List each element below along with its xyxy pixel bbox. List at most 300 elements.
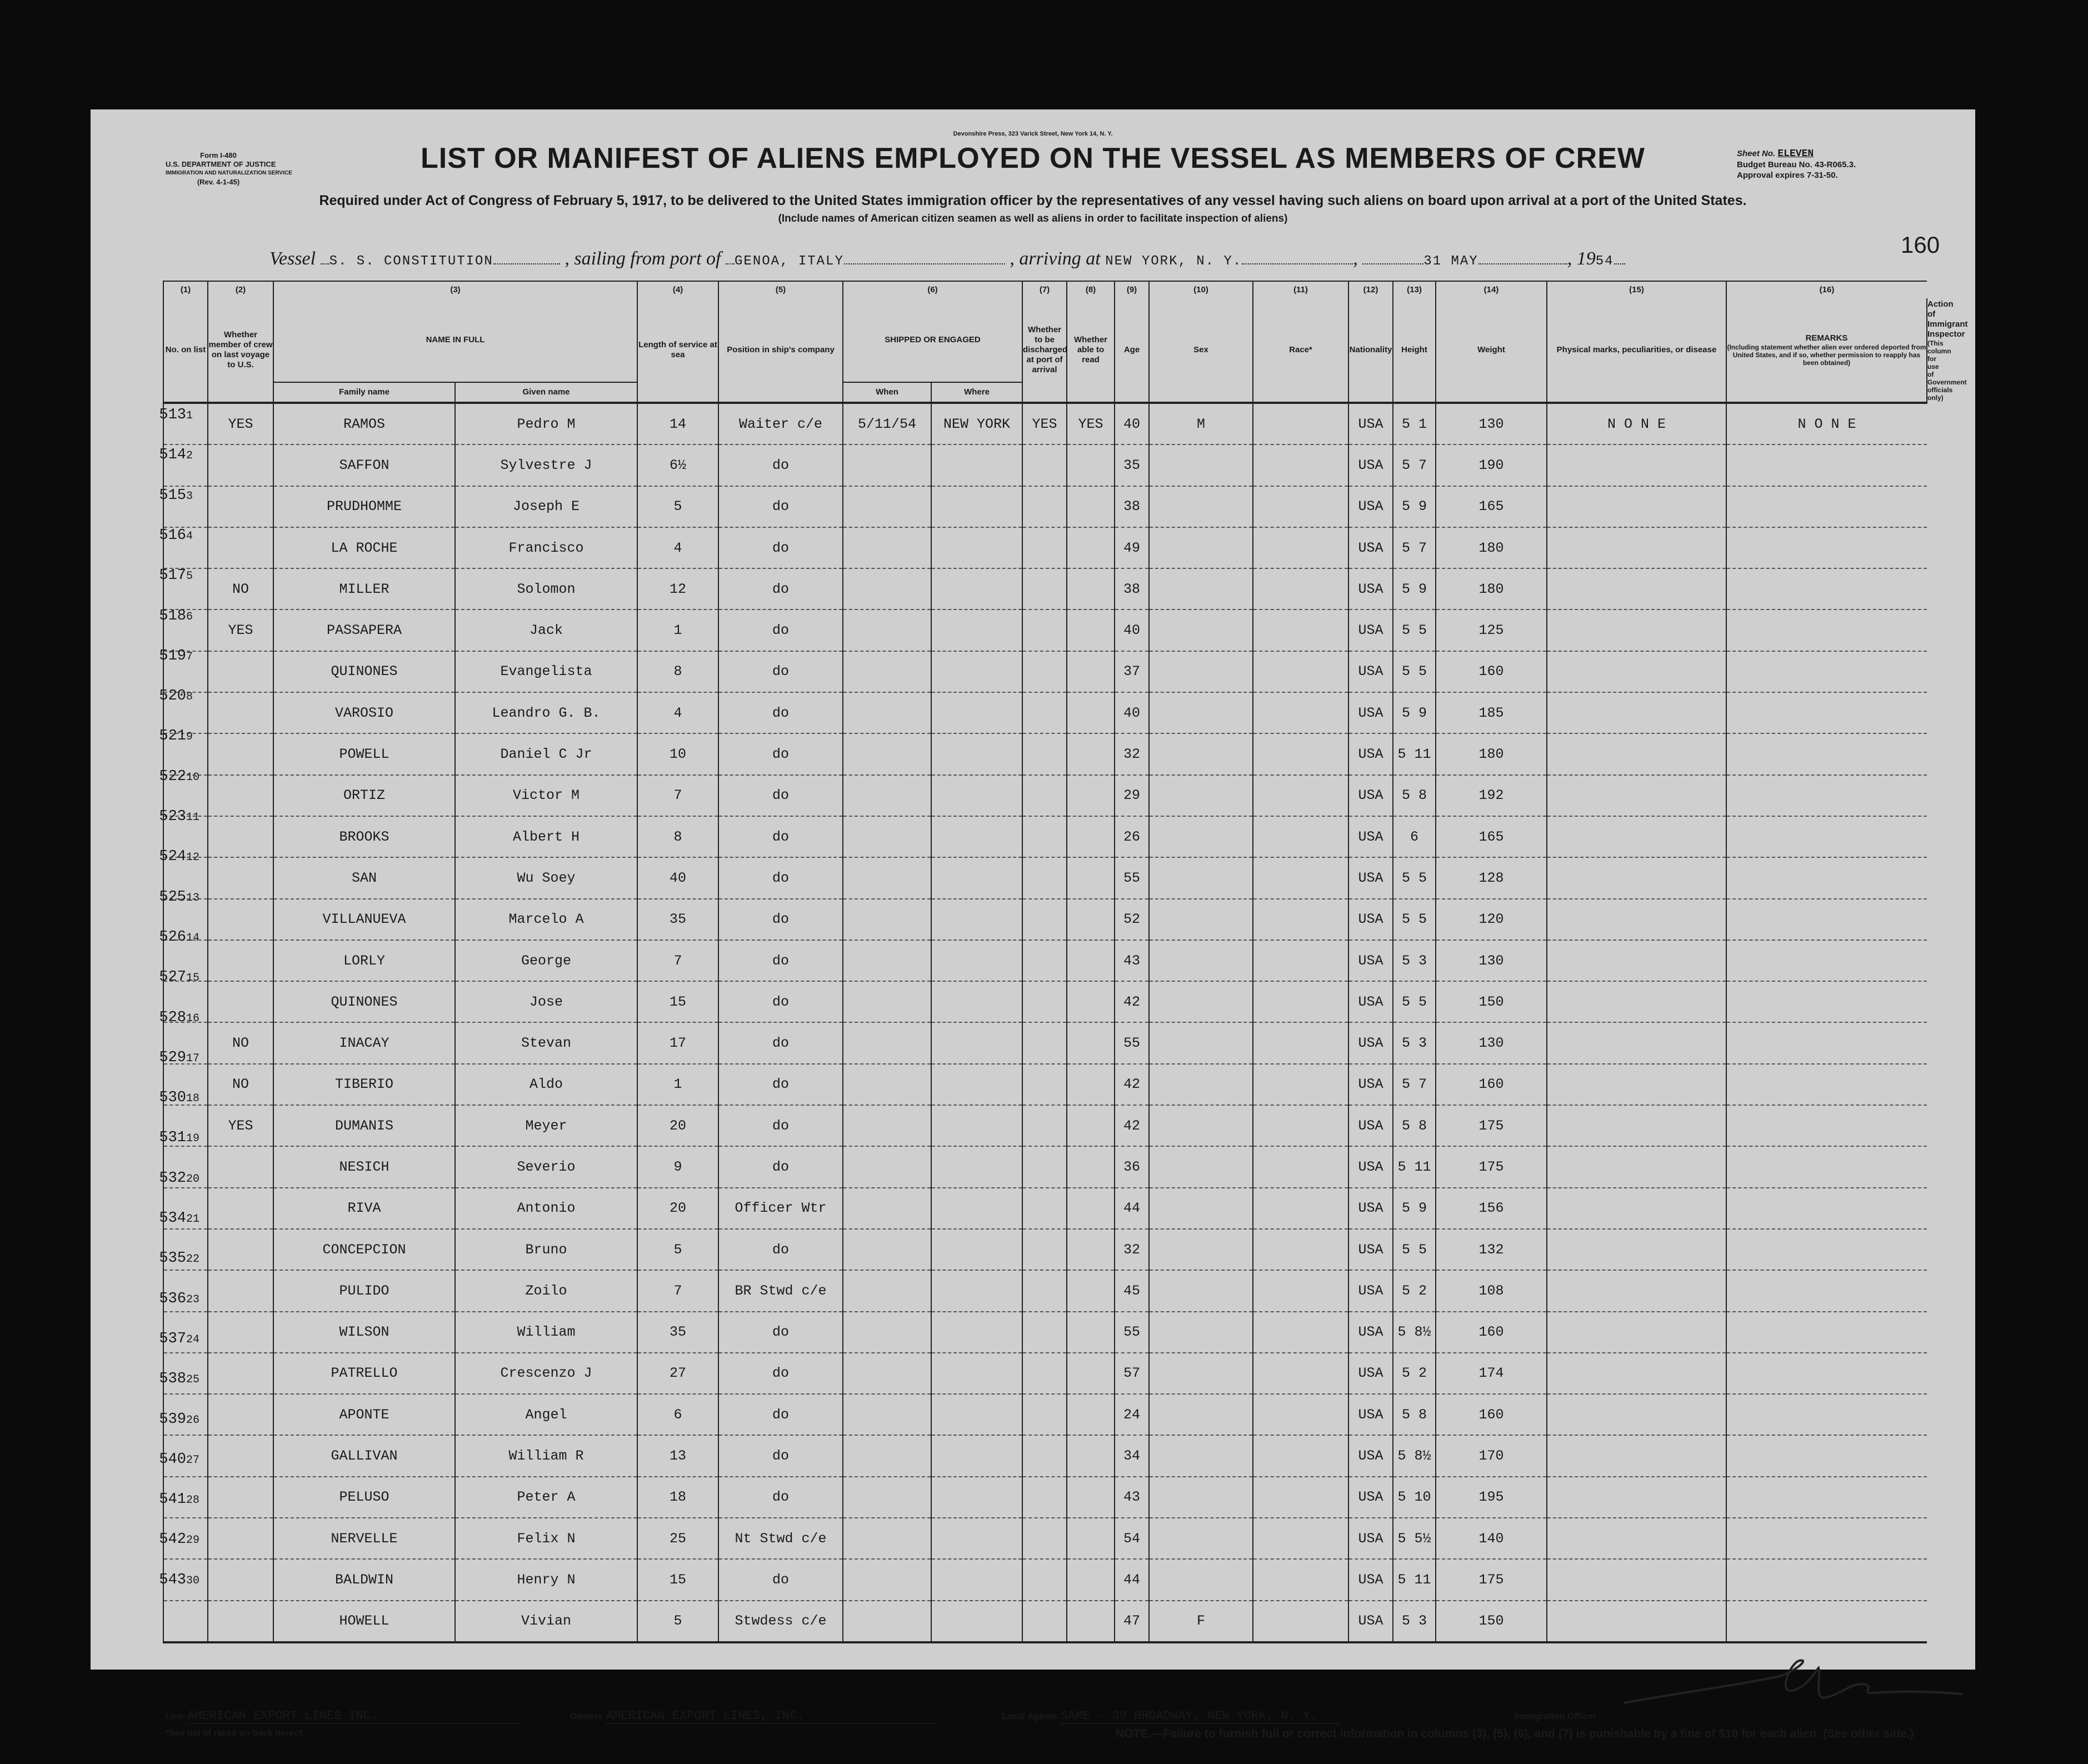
column-number: (15): [1547, 281, 1726, 298]
position-cell: do: [718, 1105, 843, 1146]
line-value: AMERICAN EXPORT LINES INC.: [187, 1709, 522, 1724]
able-to-read-cell: [1067, 1394, 1115, 1435]
table-row: [163, 1518, 1927, 1559]
weight-cell: 180: [1436, 527, 1547, 568]
arrival-year: 54: [1595, 254, 1614, 269]
table-row: [163, 816, 1927, 857]
manuscript-row-number: 531: [159, 1130, 186, 1147]
sex-cell: [1149, 527, 1253, 568]
given-name-cell: Bruno: [455, 1229, 637, 1270]
budget-bureau: Budget Bureau No. 43-R065.3.: [1737, 160, 1856, 169]
weight-cell: 175: [1436, 1146, 1547, 1187]
weight-cell: 190: [1436, 444, 1547, 486]
family-name-cell: PASSAPERA: [273, 609, 455, 651]
race-cell: [1253, 1022, 1348, 1063]
shipped-when-cell: [843, 1312, 931, 1353]
shipped-where-cell: [931, 1229, 1022, 1270]
given-name-cell: William: [455, 1312, 637, 1353]
column-number: (5): [718, 281, 843, 298]
table-row: [163, 733, 1927, 774]
remarks-cell: [1726, 733, 1927, 774]
departure-port: GENOA, ITALY: [735, 254, 844, 269]
race-cell: [1253, 651, 1348, 692]
shipped-when-cell: [843, 981, 931, 1022]
given-name-cell: Sylvestre J: [455, 444, 637, 486]
able-to-read-cell: [1067, 733, 1115, 774]
subtitle: Required under Act of Congress of February 5, 1917, to be delivered to the United States immigration officer by the representatives of any vessel having such aliens on board upon arrival at a port of the United States.: [319, 193, 1747, 208]
remarks-cell: [1726, 1518, 1927, 1559]
height-cell: 5 5: [1393, 651, 1436, 692]
height-cell: 5 9: [1393, 568, 1436, 609]
nationality-cell: USA: [1348, 1312, 1393, 1353]
family-name-cell: RAMOS: [273, 403, 455, 444]
age-cell: 40: [1115, 403, 1149, 444]
service-length-cell: 8: [637, 651, 718, 692]
weight-cell: 160: [1436, 1064, 1547, 1105]
able-to-read-cell: [1067, 1022, 1115, 1063]
remarks-cell: N O N E: [1726, 403, 1927, 444]
able-to-read-cell: [1067, 1146, 1115, 1187]
column-number: (12): [1348, 281, 1393, 298]
weight-cell: 150: [1436, 1601, 1547, 1642]
position-cell: do: [718, 981, 843, 1022]
col-discharged-header: Whether to be discharged at port of arrival: [1022, 298, 1067, 403]
printed-row-number: 7: [186, 650, 193, 663]
shipped-where-cell: [931, 1559, 1022, 1600]
nationality-cell: USA: [1348, 403, 1393, 444]
shipped-when-cell: [843, 1518, 931, 1559]
remarks-cell: [1726, 1146, 1927, 1187]
physical-marks-cell: [1547, 1394, 1726, 1435]
physical-marks-cell: [1547, 816, 1726, 857]
nationality-cell: USA: [1348, 940, 1393, 981]
remarks-cell: [1726, 651, 1927, 692]
able-to-read-cell: [1067, 775, 1115, 816]
row-number-label: [151, 889, 234, 906]
given-name-cell: Pedro M: [455, 403, 637, 444]
position-cell: do: [718, 816, 843, 857]
service-length-cell: 15: [637, 981, 718, 1022]
printed-row-number: 8: [186, 691, 193, 704]
manuscript-row-number: 517: [159, 567, 186, 584]
row-number-label: [151, 447, 234, 463]
weight-cell: 175: [1436, 1559, 1547, 1600]
weight-cell: 160: [1436, 1394, 1547, 1435]
age-cell: 40: [1115, 692, 1149, 733]
nationality-cell: USA: [1348, 775, 1393, 816]
height-cell: 5 7: [1393, 1064, 1436, 1105]
nationality-cell: USA: [1348, 1105, 1393, 1146]
row-number-label: [151, 648, 234, 664]
manuscript-row-number: 534: [159, 1210, 186, 1227]
shipped-when-cell: [843, 1064, 931, 1105]
height-cell: 5 5: [1393, 981, 1436, 1022]
discharged-cell: [1022, 1353, 1067, 1394]
shipped-when-cell: [843, 1559, 931, 1600]
race-cell: [1253, 1270, 1348, 1311]
weight-cell: 128: [1436, 857, 1547, 898]
sex-cell: [1149, 981, 1253, 1022]
remarks-cell: [1726, 1601, 1927, 1642]
able-to-read-cell: [1067, 816, 1115, 857]
discharged-cell: [1022, 816, 1067, 857]
physical-marks-cell: [1547, 609, 1726, 651]
family-name-cell: APONTE: [273, 1394, 455, 1435]
race-cell: [1253, 1064, 1348, 1105]
sex-cell: [1149, 1312, 1253, 1353]
shipped-where-cell: [931, 1064, 1022, 1105]
row-number-label: [151, 1250, 234, 1267]
service-length-cell: 10: [637, 733, 718, 774]
race-cell: [1253, 1394, 1348, 1435]
inspector-signature: [1613, 1654, 1980, 1715]
manuscript-row-number: 525: [159, 888, 186, 906]
race-cell: [1253, 816, 1348, 857]
age-cell: 37: [1115, 651, 1149, 692]
table-row: [163, 651, 1927, 692]
col-position-header: Position in ship's company: [718, 298, 843, 403]
remarks-cell: [1726, 486, 1927, 527]
discharged-cell: [1022, 1394, 1067, 1435]
given-name-cell: Victor M: [455, 775, 637, 816]
height-cell: 5 3: [1393, 1601, 1436, 1642]
remarks-cell: [1726, 1394, 1927, 1435]
family-name-cell: RIVA: [273, 1188, 455, 1229]
table-row: [163, 1229, 1927, 1270]
last-voyage-cell: YES: [208, 609, 273, 651]
row-number-label: [151, 1331, 234, 1347]
given-name-cell: Crescenzo J: [455, 1353, 637, 1394]
row-number-label: [151, 487, 234, 504]
position-cell: BR Stwd c/e: [718, 1270, 843, 1311]
height-cell: 5 3: [1393, 1022, 1436, 1063]
remarks-cell: [1726, 775, 1927, 816]
position-cell: do: [718, 1064, 843, 1105]
service-length-cell: 1: [637, 609, 718, 651]
family-name-cell: VILLANUEVA: [273, 899, 455, 940]
nationality-cell: USA: [1348, 444, 1393, 486]
table-row: [163, 1270, 1927, 1311]
physical-marks-cell: [1547, 692, 1726, 733]
sex-cell: [1149, 651, 1253, 692]
service-length-cell: 12: [637, 568, 718, 609]
page-title: LIST OR MANIFEST OF ALIENS EMPLOYED ON THE VESSEL AS MEMBERS OF CREW: [421, 142, 1645, 174]
given-name-cell: Severio: [455, 1146, 637, 1187]
weight-cell: 175: [1436, 1105, 1547, 1146]
shipped-where-cell: [931, 527, 1022, 568]
list-number-cell: [163, 1601, 208, 1642]
printed-row-number: 29: [186, 1534, 200, 1547]
physical-marks-cell: [1547, 940, 1726, 981]
shipped-when-cell: [843, 733, 931, 774]
row-number-label: [151, 1411, 234, 1428]
physical-marks-cell: [1547, 527, 1726, 568]
nationality-cell: USA: [1348, 609, 1393, 651]
physical-marks-cell: [1547, 486, 1726, 527]
printed-row-number: 20: [186, 1172, 200, 1186]
column-number: (13): [1393, 281, 1436, 298]
height-cell: 5 5: [1393, 609, 1436, 651]
arriving-label: , arriving at: [1010, 248, 1101, 269]
owners-value: AMERICAN EXPORT LINES, INC.: [606, 1709, 937, 1724]
able-to-read-cell: [1067, 1312, 1115, 1353]
weight-cell: 130: [1436, 403, 1547, 444]
discharged-cell: [1022, 444, 1067, 486]
shipped-where-cell: [931, 1601, 1022, 1642]
shipped-when-cell: [843, 527, 931, 568]
able-to-read-cell: [1067, 1105, 1115, 1146]
sex-cell: [1149, 1435, 1253, 1476]
row-number-label: [151, 728, 234, 744]
weight-cell: 170: [1436, 1435, 1547, 1476]
family-name-cell: TIBERIO: [273, 1064, 455, 1105]
table-row: [163, 1353, 1927, 1394]
manuscript-row-number: 524: [159, 848, 186, 866]
remarks-cell: [1726, 527, 1927, 568]
sex-cell: [1149, 692, 1253, 733]
col-sex-header: Sex: [1149, 298, 1253, 403]
manuscript-row-number: 542: [159, 1531, 186, 1548]
printed-row-number: 19: [186, 1132, 200, 1146]
physical-marks-cell: [1547, 1146, 1726, 1187]
service-length-cell: 20: [637, 1188, 718, 1229]
physical-marks-cell: [1547, 1559, 1726, 1600]
printed-row-number: 1: [186, 409, 193, 422]
vessel-name: S. S. CONSTITUTION: [329, 254, 493, 269]
height-cell: 5 10: [1393, 1477, 1436, 1518]
nationality-cell: USA: [1348, 733, 1393, 774]
printed-row-number: 24: [186, 1333, 200, 1346]
sex-cell: [1149, 1559, 1253, 1600]
shipped-when-cell: [843, 1477, 931, 1518]
age-cell: 24: [1115, 1394, 1149, 1435]
column-number: (1): [163, 281, 208, 298]
row-number-label: [151, 1491, 234, 1508]
printed-row-number: 25: [186, 1373, 200, 1387]
weight-cell: 180: [1436, 733, 1547, 774]
weight-cell: 192: [1436, 775, 1547, 816]
service-length-cell: 13: [637, 1435, 718, 1476]
column-number: (8): [1067, 281, 1115, 298]
row-number-label: [151, 608, 234, 624]
age-cell: 49: [1115, 527, 1149, 568]
service-length-cell: 6: [637, 1394, 718, 1435]
race-cell: [1253, 444, 1348, 486]
printed-row-number: 17: [186, 1052, 200, 1065]
physical-marks-cell: [1547, 444, 1726, 486]
family-name-cell: CONCEPCION: [273, 1229, 455, 1270]
service-length-cell: 25: [637, 1518, 718, 1559]
discharged-cell: [1022, 692, 1067, 733]
table-row: [163, 1435, 1927, 1476]
sheet-label: Sheet No.: [1737, 149, 1776, 158]
manuscript-row-number: 540: [159, 1451, 186, 1468]
family-name-cell: ORTIZ: [273, 775, 455, 816]
discharged-cell: [1022, 981, 1067, 1022]
col-read-header: Whether able to read: [1067, 298, 1115, 403]
weight-cell: 160: [1436, 1312, 1547, 1353]
service-length-cell: 6½: [637, 444, 718, 486]
physical-marks-cell: [1547, 1518, 1726, 1559]
row-number-label: [151, 1531, 234, 1548]
printer-line: Devonshire Press, 323 Varick Street, New York 14, N. Y.: [953, 131, 1113, 137]
row-number-label: [151, 768, 234, 785]
stamp-number: 160: [1901, 232, 1940, 258]
shipped-when-cell: [843, 1353, 931, 1394]
sex-cell: [1149, 1394, 1253, 1435]
remarks-cell: [1726, 981, 1927, 1022]
nationality-cell: USA: [1348, 1477, 1393, 1518]
race-cell: [1253, 1188, 1348, 1229]
family-name-cell: GALLIVAN: [273, 1435, 455, 1476]
row-number-label: [151, 688, 234, 704]
age-cell: 42: [1115, 981, 1149, 1022]
given-name-cell: Solomon: [455, 568, 637, 609]
able-to-read-cell: [1067, 1518, 1115, 1559]
shipped-where-cell: [931, 1353, 1022, 1394]
manuscript-row-number: 514: [159, 447, 186, 464]
sex-cell: [1149, 940, 1253, 981]
col-shipped-header: SHIPPED OR ENGAGED: [843, 298, 1022, 382]
shipped-when-cell: [843, 692, 931, 733]
position-cell: do: [718, 568, 843, 609]
service-name: IMMIGRATION AND NATURALIZATION SERVICE: [166, 170, 292, 176]
service-length-cell: 8: [637, 816, 718, 857]
age-cell: 55: [1115, 1022, 1149, 1063]
department: U.S. DEPARTMENT OF JUSTICE: [166, 160, 276, 168]
age-cell: 42: [1115, 1105, 1149, 1146]
last-voyage-cell: YES: [208, 403, 273, 444]
crew-table: [163, 281, 1968, 1643]
vessel-label: Vessel: [269, 248, 316, 269]
age-cell: 32: [1115, 733, 1149, 774]
col-service-header: Length of service at sea: [637, 298, 718, 403]
family-name-cell: QUINONES: [273, 651, 455, 692]
position-cell: do: [718, 1229, 843, 1270]
service-length-cell: 7: [637, 1270, 718, 1311]
discharged-cell: [1022, 1518, 1067, 1559]
weight-cell: 120: [1436, 899, 1547, 940]
shipped-where-cell: [931, 1435, 1022, 1476]
given-name-cell: Vivian: [455, 1601, 637, 1642]
manuscript-row-number: 513: [159, 407, 186, 423]
height-cell: 5 8½: [1393, 1435, 1436, 1476]
race-cell: [1253, 1229, 1348, 1270]
age-cell: 32: [1115, 1229, 1149, 1270]
family-name-cell: INACAY: [273, 1022, 455, 1063]
manuscript-row-number: 543: [159, 1571, 186, 1588]
shipped-when-cell: [843, 1188, 931, 1229]
age-cell: 54: [1115, 1518, 1149, 1559]
line-label: Line: [166, 1712, 184, 1721]
family-name-cell: PRUDHOMME: [273, 486, 455, 527]
revision: (Rev. 4-1-45): [197, 178, 240, 186]
service-length-cell: 40: [637, 857, 718, 898]
manuscript-row-number: 521: [159, 728, 186, 745]
given-name-cell: Antonio: [455, 1188, 637, 1229]
service-length-cell: 15: [637, 1559, 718, 1600]
physical-marks-cell: [1547, 733, 1726, 774]
row-number-label: [151, 527, 234, 544]
discharged-cell: [1022, 899, 1067, 940]
service-length-cell: 4: [637, 527, 718, 568]
sex-cell: [1149, 444, 1253, 486]
table-row: [163, 527, 1927, 568]
race-cell: [1253, 1518, 1348, 1559]
height-cell: 5 2: [1393, 1270, 1436, 1311]
row-number-label: [151, 1371, 234, 1387]
shipped-when-cell: [843, 1229, 931, 1270]
age-cell: 43: [1115, 1477, 1149, 1518]
family-name-cell: NESICH: [273, 1146, 455, 1187]
remarks-cell: [1726, 1188, 1927, 1229]
physical-marks-cell: [1547, 568, 1726, 609]
col-name-header: NAME IN FULL: [273, 298, 637, 382]
weight-cell: 165: [1436, 486, 1547, 527]
weight-cell: 130: [1436, 940, 1547, 981]
weight-cell: 165: [1436, 816, 1547, 857]
col-family-name-header: Family name: [273, 382, 455, 403]
col-given-name-header: Given name: [455, 382, 637, 403]
table-row: [163, 1105, 1927, 1146]
officer-line: [1514, 1708, 1596, 1722]
height-cell: 5 2: [1393, 1353, 1436, 1394]
weight-cell: 125: [1436, 609, 1547, 651]
position-cell: do: [718, 609, 843, 651]
age-cell: 26: [1115, 816, 1149, 857]
service-length-cell: 5: [637, 486, 718, 527]
table-row: [163, 1559, 1927, 1600]
family-name-cell: BALDWIN: [273, 1559, 455, 1600]
row-number-label: [151, 1170, 234, 1187]
arrival-date: 31 MAY: [1423, 254, 1478, 269]
shipped-where-cell: [931, 568, 1022, 609]
row-number-label: [151, 1451, 234, 1468]
shipped-when-cell: [843, 1394, 931, 1435]
physical-marks-cell: [1547, 1105, 1726, 1146]
position-cell: do: [718, 733, 843, 774]
height-cell: 5 11: [1393, 1146, 1436, 1187]
column-number: (6): [843, 281, 1022, 298]
age-cell: 57: [1115, 1353, 1149, 1394]
weight-cell: 130: [1436, 1022, 1547, 1063]
shipped-when-cell: [843, 857, 931, 898]
sex-cell: [1149, 1146, 1253, 1187]
height-cell: 5 5: [1393, 857, 1436, 898]
age-cell: 40: [1115, 609, 1149, 651]
row-number-label: [151, 929, 234, 946]
manuscript-row-number: 520: [159, 688, 186, 705]
col-remarks-header: [1726, 298, 1927, 403]
row-number-label: [151, 567, 234, 584]
table-row: [163, 444, 1927, 486]
row-number-label: [151, 407, 234, 423]
shipped-where-cell: [931, 486, 1022, 527]
printed-row-number: 14: [186, 931, 200, 945]
nationality-cell: USA: [1348, 651, 1393, 692]
printed-row-number: 22: [186, 1253, 200, 1266]
col-when-header: When: [843, 382, 931, 403]
able-to-read-cell: [1067, 568, 1115, 609]
sex-cell: [1149, 857, 1253, 898]
col-marks-header: Physical marks, peculiarities, or disease: [1547, 298, 1726, 403]
discharged-cell: [1022, 1146, 1067, 1187]
remarks-cell: [1726, 816, 1927, 857]
shipped-when-cell: [843, 899, 931, 940]
printed-row-number: 2: [186, 449, 193, 463]
race-cell: [1253, 733, 1348, 774]
physical-marks-cell: [1547, 1229, 1726, 1270]
